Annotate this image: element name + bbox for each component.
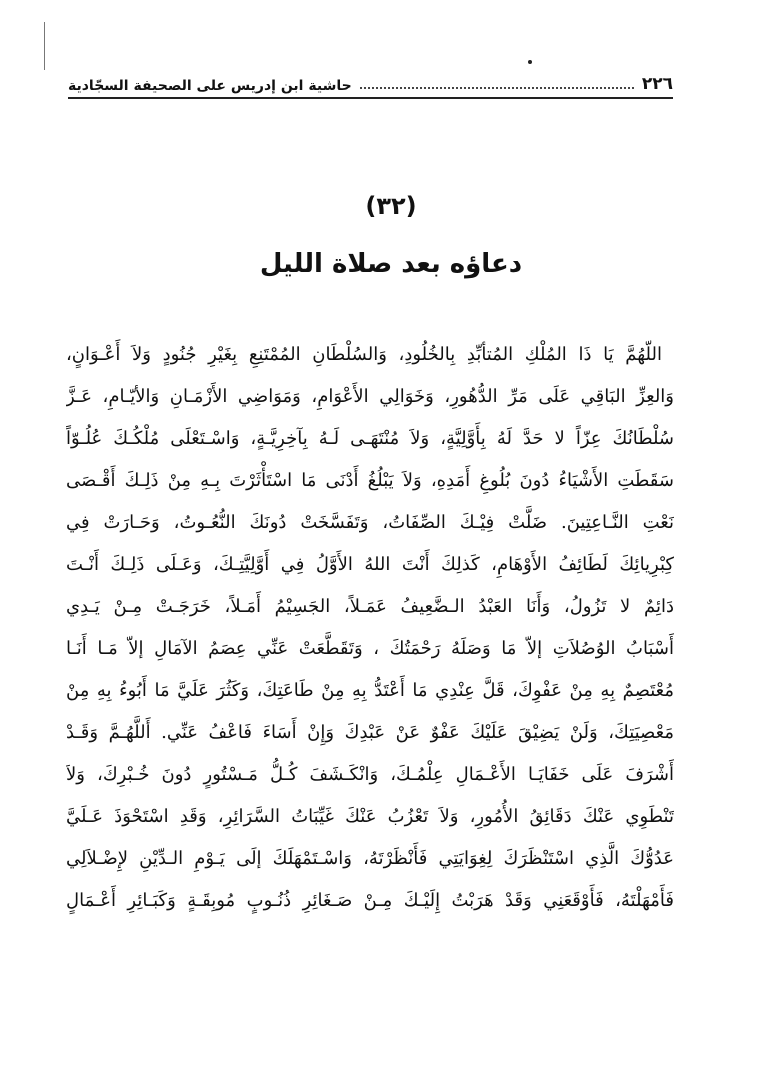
header-rule bbox=[68, 97, 673, 99]
text-line: سُلْطَانُكَ عِزّاً لا حَدَّ لَهُ بِأَوَّلِيَّةٍ، وَلاَ مُنْتَهَـى لَـهُ بِآخِرِيَّـةٍ، وَاسْـتَعْلَى مُلْكُـكَ عُلُـوّاً bbox=[66, 428, 674, 449]
margin-mark bbox=[44, 22, 45, 70]
text-line: نَعْتِ النَّـاعِتِينَ. ضَلَّتْ فِيْـكَ الصِّفَاتُ، وَتَفَسَّخَتْ دُونَكَ النُّعُـوتُ، وَحَـارَتْ فِي bbox=[66, 512, 674, 533]
text-line: أَسْبَابُ الوُصُلاَتِ إلاّ مَا وَصَلَهُ رَحْمَتُكَ ، وَتَقَطَّعَتْ عَنِّي عِصَمُ الآمَالِ إلاّ مَـا أَنَـا bbox=[66, 638, 674, 659]
text-line: أَشْرَفَ عَلَى خَفَايَـا الأَعْـمَالِ عِلْمُـكَ، وَانْكَـشَفَ كُـلُّ مَـسْتُورٍ دُونَ خُـبْرِكَ، وَلاَ bbox=[66, 764, 674, 785]
text-line: دَائِمٌ لا تَزُولُ، وَأَنَا العَبْدُ الـضَّعِيفُ عَمَـلاً، الجَسِيْمُ أَمَـلاً، خَرَجَـتْ مِـنْ يَـدِي bbox=[66, 596, 674, 617]
body-text bbox=[66, 334, 674, 922]
text-line: وَالعِزِّ البَاقِي عَلَى مَرِّ الدُّهُورِ، وَخَوَالِي الأَعْوَامِ، وَمَوَاضِي الأَزْمَـانِ وَالأيّـامِ، عَـزَّ bbox=[66, 386, 674, 407]
chapter-number: (٣٢) bbox=[365, 192, 417, 220]
text-line: سَقَطَتِ الأَشْيَاءُ دُونَ بُلُوغِ أَمَدِهِ، وَلاَ يَبْلُغُ أَدْنَى مَا اسْتَأْثَرْتَ بِـهِ مِنْ ذَلِـكَ أَقْـصَى bbox=[66, 470, 674, 491]
chapter-title: دعاؤه بعد صلاة الليل bbox=[259, 249, 523, 279]
text-line: كِبْرِيائِكَ لَطَائِفُ الأَوْهَامِ، كَذلِكَ أَنْتَ اللهُ الأَوَّلُ فِي أَوَّلِيَّتِـكَ، وَعَـلَى ذَلِـكَ أَنْـتَ bbox=[66, 554, 674, 575]
running-header bbox=[68, 70, 673, 94]
text-line: مُعْتَصِمٌ بِهِ مِنْ عَفْوِكَ، قَلَّ عِنْدِي مَا أَعْتَدُّ بِهِ مِنْ طَاعَتِكَ، وَكَثُرَ عَلَيَّ مَا أَبُوءُ بِهِ مِنْ bbox=[66, 680, 674, 701]
text-line: تَنْطَوِي عَنْكَ دَقَائِقُ الأُمُورِ، وَلاَ تَعْزُبُ عَنْكَ غَيِّبَاتُ السَّرَائِرِ، وَقَدِ اسْتَحْوَذَ عَـلَيَّ bbox=[66, 806, 674, 827]
page-number: ٢٢٦ bbox=[641, 74, 673, 94]
text-line: اللّهُمَّ يَا ذَا المُلْكِ المُتأبِّدِ بِالخُلُودِ، وَالسُلْطَانِ المُمْتَنِعِ بِغَيْرِ جُنُودٍ وَلاَ أَعْـوَانٍ، bbox=[66, 344, 662, 365]
book-title: حاشية ابن إدريس على الصحيفة السجّادية bbox=[68, 78, 352, 94]
text-line: عَدُوُّكَ الَّذِي اسْتَنْظَرَكَ لِغِوَايَتِي فَأَنْظَرْتَهُ، وَاسْـتَمْهَلَكَ إلَى يَـوْمِ الـدِّيْنِ لإِضْـلاَلِي bbox=[66, 848, 674, 869]
dot-mark bbox=[528, 60, 532, 64]
text-line: مَعْصِيَتِكَ، وَلَنْ يَضِيْقَ عَلَيْكَ عَفْوٌ عَنْ عَبْدِكَ وَإِنْ أَسَاءَ فَاعْفُ عَنِّي. أَللَّهُـمَّ وَقَـدْ bbox=[66, 722, 674, 743]
dot-leader bbox=[360, 86, 634, 89]
text-line: فَأَمْهَلْتَهُ، فَأَوْقَعَنِي وَقَدْ هَرَبْتُ إِلَيْـكَ مِـنْ صَـغَائِرِ ذُنُـوبٍ مُوبِقَـةٍ وَكَبَـائِرِ أَعْـمَالٍ bbox=[66, 890, 674, 911]
